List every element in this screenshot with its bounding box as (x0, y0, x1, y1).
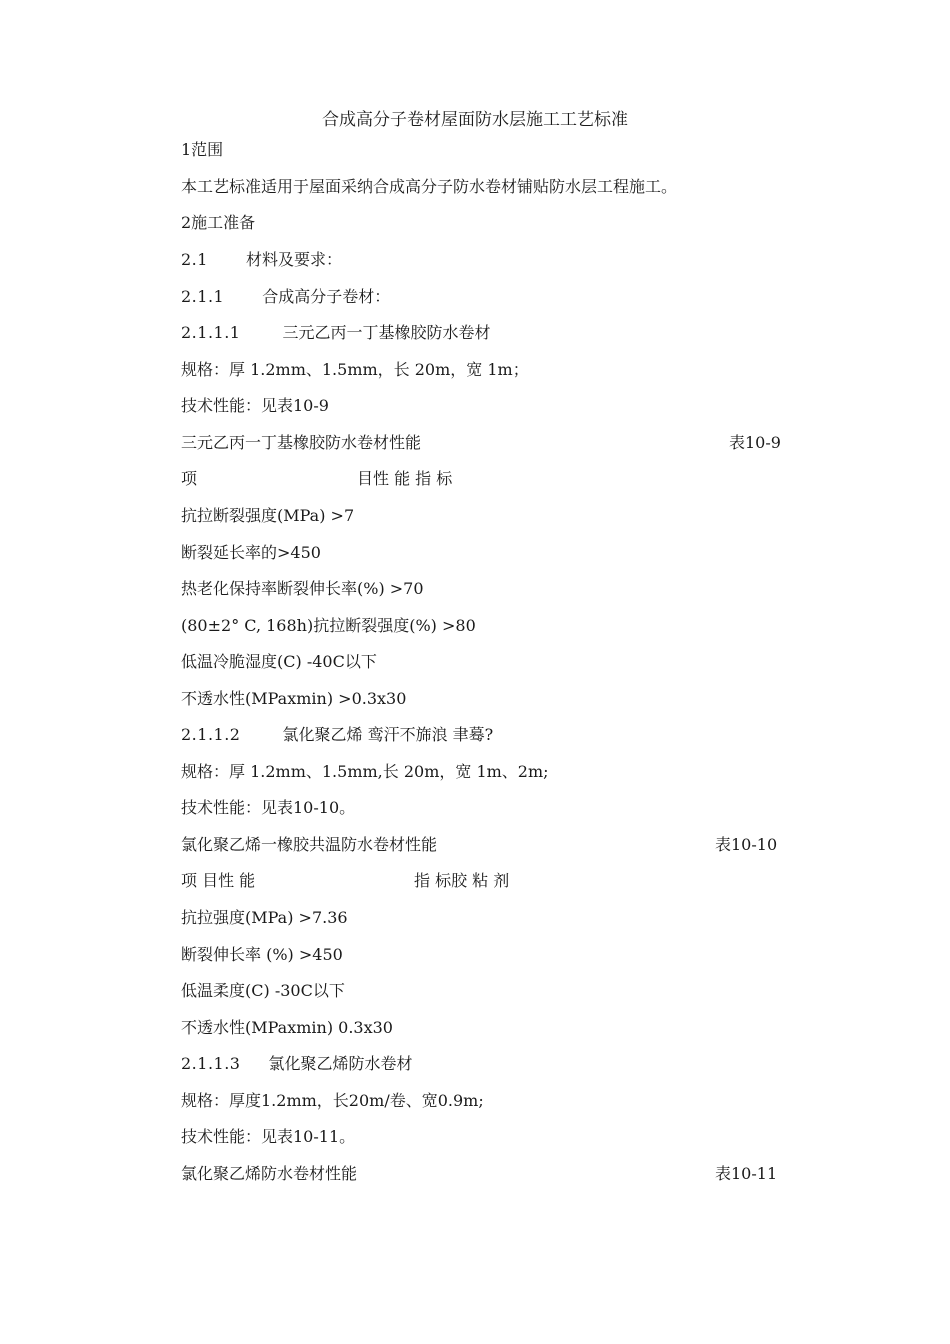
table-header-item: 项 (181, 469, 198, 488)
section-2-1-1-heading (181, 284, 801, 310)
section-2-1-1-3-heading (181, 1051, 801, 1077)
section-2-1-heading (181, 247, 801, 273)
section-number: 2.1 (181, 250, 208, 269)
table-10-10-caption-row (181, 832, 801, 858)
section-2-1-1-2-heading (181, 722, 801, 748)
perf-line: 技术性能：见表10-11。 (181, 1127, 356, 1146)
perf-line: 技术性能：见表10-9 (181, 396, 329, 415)
table-row: 低温冷脆湿度(C) -40C以下 (181, 652, 377, 671)
document-title: 合成高分子卷材屋面防水层施工工艺标准 (322, 110, 628, 130)
table-10-10-header (181, 868, 801, 894)
table-10-11-caption-row (181, 1161, 801, 1187)
section-1-heading: 1范围 (181, 140, 224, 159)
table-caption: 氯化聚乙烯防水卷材性能 (181, 1164, 358, 1183)
spec-line: 规格：厚 1.2mm、1.5mm，长 20m，宽 1m； (181, 360, 529, 379)
section-2-1-1-1-heading (181, 320, 801, 346)
spec-line: 规格：厚 1.2mm、1.5mm,长 20m，宽 1m、2m; (181, 762, 549, 781)
table-header-spec: 指 标胶 粘 剂 (414, 871, 510, 890)
table-label: 表10-9 (729, 433, 781, 452)
table-caption: 三元乙丙一丁基橡胶防水卷材性能 (181, 433, 422, 452)
table-row: 低温柔度(C) -30C以下 (181, 981, 345, 1000)
table-row: 抗拉强度(MPa) >7.36 (181, 908, 348, 927)
table-row: 不透水性(MPaxmin) >0.3x30 (181, 689, 407, 708)
section-number: 2.1.1.3 (181, 1054, 241, 1073)
table-row: 抗拉断裂强度(MPa) >7 (181, 506, 355, 525)
table-label: 表10-10 (715, 835, 778, 854)
table-row: 断裂延长率的>450 (181, 543, 321, 562)
section-number: 2.1.1.1 (181, 323, 241, 342)
section-text: 材料及要求： (245, 250, 342, 269)
section-text: 合成高分子卷材： (262, 287, 391, 306)
section-1-body: 本工艺标准适用于屋面采纳合成高分子防水卷材铺贴防水层工程施工。 (181, 177, 678, 196)
section-text: 氯化聚乙烯防水卷材 (268, 1054, 413, 1073)
section-2-heading: 2施工准备 (181, 213, 256, 232)
section-text: 氯化聚乙烯 鸾汗不旆浪 聿蓦? (282, 725, 494, 744)
table-label: 表10-11 (715, 1164, 778, 1183)
table-row: 不透水性(MPaxmin) 0.3x30 (181, 1018, 393, 1037)
table-caption: 氯化聚乙烯一橡胶共温防水卷材性能 (181, 835, 438, 854)
section-number: 2.1.1 (181, 287, 225, 306)
section-text: 三元乙丙一丁基橡胶防水卷材 (282, 323, 491, 342)
spec-line: 规格：厚度1.2mm，长20m/卷、宽0.9m; (181, 1091, 484, 1110)
table-10-9-caption-row (181, 430, 801, 456)
section-number: 2.1.1.2 (181, 725, 241, 744)
table-row: 断裂伸长率 (%) >450 (181, 945, 343, 964)
table-header-spec: 目性 能 指 标 (357, 469, 453, 488)
perf-line: 技术性能：见表10-10。 (181, 798, 356, 817)
table-header-item: 项 目性 能 (181, 871, 256, 890)
table-10-9-header (181, 466, 801, 492)
table-row: 热老化保持率断裂伸长率(%) >70 (181, 579, 424, 598)
table-row: (80±2° C, 168h)抗拉断裂强度(%) >80 (181, 616, 476, 635)
